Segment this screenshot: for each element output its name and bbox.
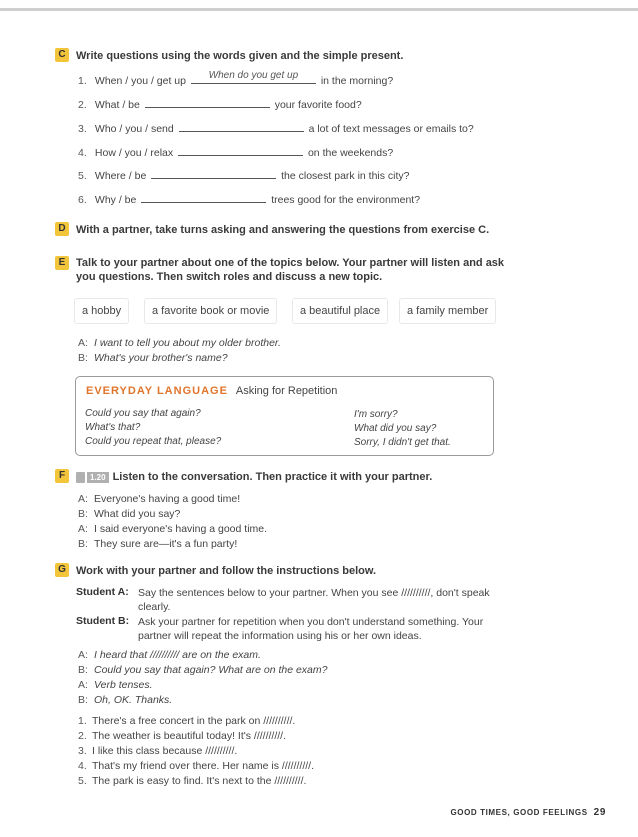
item-prompt: Who / you / send [94, 123, 174, 135]
dialog-text: I want to tell you about my older brother. [94, 337, 281, 349]
section-c-instruction: Write questions using the words given and the simple present. [76, 50, 404, 62]
section-d-badge: D [55, 222, 69, 236]
dialog-line [78, 537, 237, 551]
dialog-line [78, 678, 153, 692]
dialog-line [78, 351, 228, 365]
dialog-line [78, 663, 327, 677]
sentence-text: That's my friend over there. Her name is //////////. [92, 760, 314, 772]
sentence-item [78, 714, 295, 728]
page-top-rule [0, 8, 638, 11]
student-b-text: Ask your partner for repetition when you don't understand something. Your partner will repeat the information using his or her own ideas. [138, 616, 484, 642]
section-d-instruction: With a partner, take turns asking and answering the questions from exercise C. [76, 224, 490, 236]
dialog-text: Could you say that again? What are on the exam? [94, 664, 328, 676]
item-number: 5. [78, 775, 87, 787]
speaker-label: A: [78, 679, 88, 691]
section-c-badge: C [55, 48, 69, 62]
answer-blank[interactable] [179, 120, 304, 132]
unit-title: GOOD TIMES, GOOD FEELINGS [450, 808, 588, 817]
box-subtitle: Asking for Repetition [235, 385, 338, 397]
item-ending: a lot of text messages or emails to? [308, 123, 474, 135]
dialog-text: What's your brother's name? [94, 352, 228, 364]
dialog-text: I heard that ////////// are on the exam. [94, 649, 261, 661]
everyday-language-box [75, 376, 494, 456]
item-ending: the closest park in this city? [281, 170, 410, 182]
section-e-instruction: Talk to your partner about one of the topics below. Your partner will listen and ask you questions. Then switch roles and discuss a new topic. [76, 257, 505, 283]
topic-hobby: a hobby [74, 298, 129, 324]
box-heading [86, 385, 337, 397]
audio-icon[interactable] [76, 472, 85, 483]
dialog-line [78, 693, 172, 707]
dialog-line [78, 336, 281, 350]
speaker-label: A: [78, 649, 88, 661]
item-ending: on the weekends? [307, 147, 394, 159]
speaker-label: A: [78, 337, 88, 349]
phrase: Could you say that again? [85, 408, 201, 419]
phrase: Sorry, I didn't get that. [354, 437, 451, 448]
item-prompt: Why / be [94, 194, 137, 206]
item-number: 5. [78, 170, 87, 182]
exercise-c-item-1 [78, 72, 393, 86]
sentence-text: The park is easy to find. It's next to the //////////. [92, 775, 307, 787]
exercise-c-item-5 [78, 167, 410, 181]
section-f-instruction: Listen to the conversation. Then practice it with your partner. [112, 471, 433, 483]
speaker-label: A: [78, 523, 88, 535]
student-b-label: Student B: [76, 615, 130, 627]
exercise-c-item-2 [78, 96, 362, 110]
dialog-text: Everyone's having a good time! [94, 493, 241, 505]
item-ending: in the morning? [320, 75, 394, 87]
item-number: 4. [78, 147, 87, 159]
section-f-badge: F [55, 469, 69, 483]
answer-blank[interactable] [151, 167, 276, 179]
item-number: 3. [78, 123, 87, 135]
item-prompt: Where / be [94, 170, 147, 182]
dialog-text: They sure are—it's a fun party! [94, 538, 238, 550]
box-label: EVERYDAY LANGUAGE [86, 385, 228, 397]
student-a-label: Student A: [76, 586, 129, 598]
exercise-c-item-3 [78, 120, 474, 134]
item-number: 1. [78, 715, 87, 727]
sentence-item [78, 759, 314, 773]
phrase: Could you repeat that, please? [85, 436, 222, 447]
speaker-label: A: [78, 493, 88, 505]
sentence-item [78, 729, 286, 743]
answer-blank[interactable] [145, 96, 270, 108]
item-number: 4. [78, 760, 87, 772]
speaker-label: B: [78, 352, 88, 364]
sentence-text: The weather is beautiful today! It's //////////. [92, 730, 287, 742]
answer-blank[interactable] [178, 144, 303, 156]
dialog-line [78, 492, 240, 506]
item-number: 3. [78, 745, 87, 757]
page-footer [450, 807, 606, 818]
speaker-label: B: [78, 508, 88, 520]
section-g-badge: G [55, 563, 69, 577]
section-e-badge: E [55, 256, 69, 270]
speaker-label: B: [78, 664, 88, 676]
page-number: 29 [593, 807, 606, 818]
item-number: 2. [78, 99, 87, 111]
speaker-label: B: [78, 538, 88, 550]
topic-list [0, 298, 638, 324]
answer-blank[interactable] [141, 191, 266, 203]
sentence-text: I like this class because //////////. [92, 745, 238, 757]
item-ending: trees good for the environment? [271, 194, 421, 206]
topic-family-member: a family member [399, 298, 496, 324]
topic-beautiful-place: a beautiful place [292, 298, 388, 324]
item-prompt: What / be [94, 99, 140, 111]
exercise-c-item-6 [78, 191, 420, 205]
dialog-line [78, 507, 180, 521]
audio-track-number[interactable]: 1.20 [87, 472, 109, 483]
handwritten-answer: When do you get up [208, 70, 299, 81]
item-prompt: How / you / relax [94, 147, 174, 159]
speaker-label: B: [78, 694, 88, 706]
sentence-item [78, 774, 306, 788]
item-number: 2. [78, 730, 87, 742]
dialog-line [78, 522, 267, 536]
item-number: 1. [78, 75, 87, 87]
item-ending: your favorite food? [274, 99, 362, 111]
phrase: What did you say? [354, 423, 437, 434]
phrase: I'm sorry? [354, 409, 398, 420]
dialog-text: Oh, OK. Thanks. [94, 694, 173, 706]
phrase: What's that? [85, 422, 141, 433]
section-g-instruction: Work with your partner and follow the instructions below. [76, 565, 377, 577]
dialog-text: What did you say? [94, 508, 181, 520]
item-number: 6. [78, 194, 87, 206]
item-prompt: When / you / get up [94, 75, 186, 87]
dialog-text: Verb tenses. [94, 679, 153, 691]
section-f-instruction-row [76, 470, 432, 484]
exercise-c-item-4 [78, 144, 393, 158]
sentence-text: There's a free concert in the park on //////////. [92, 715, 296, 727]
answer-blank[interactable] [191, 72, 316, 84]
topic-book-movie: a favorite book or movie [144, 298, 277, 324]
sentence-item [78, 744, 237, 758]
dialog-line [78, 648, 261, 662]
dialog-text: I said everyone's having a good time. [94, 523, 268, 535]
student-a-text: Say the sentences below to your partner. When you see //////////, don't speak clearly. [138, 587, 490, 613]
